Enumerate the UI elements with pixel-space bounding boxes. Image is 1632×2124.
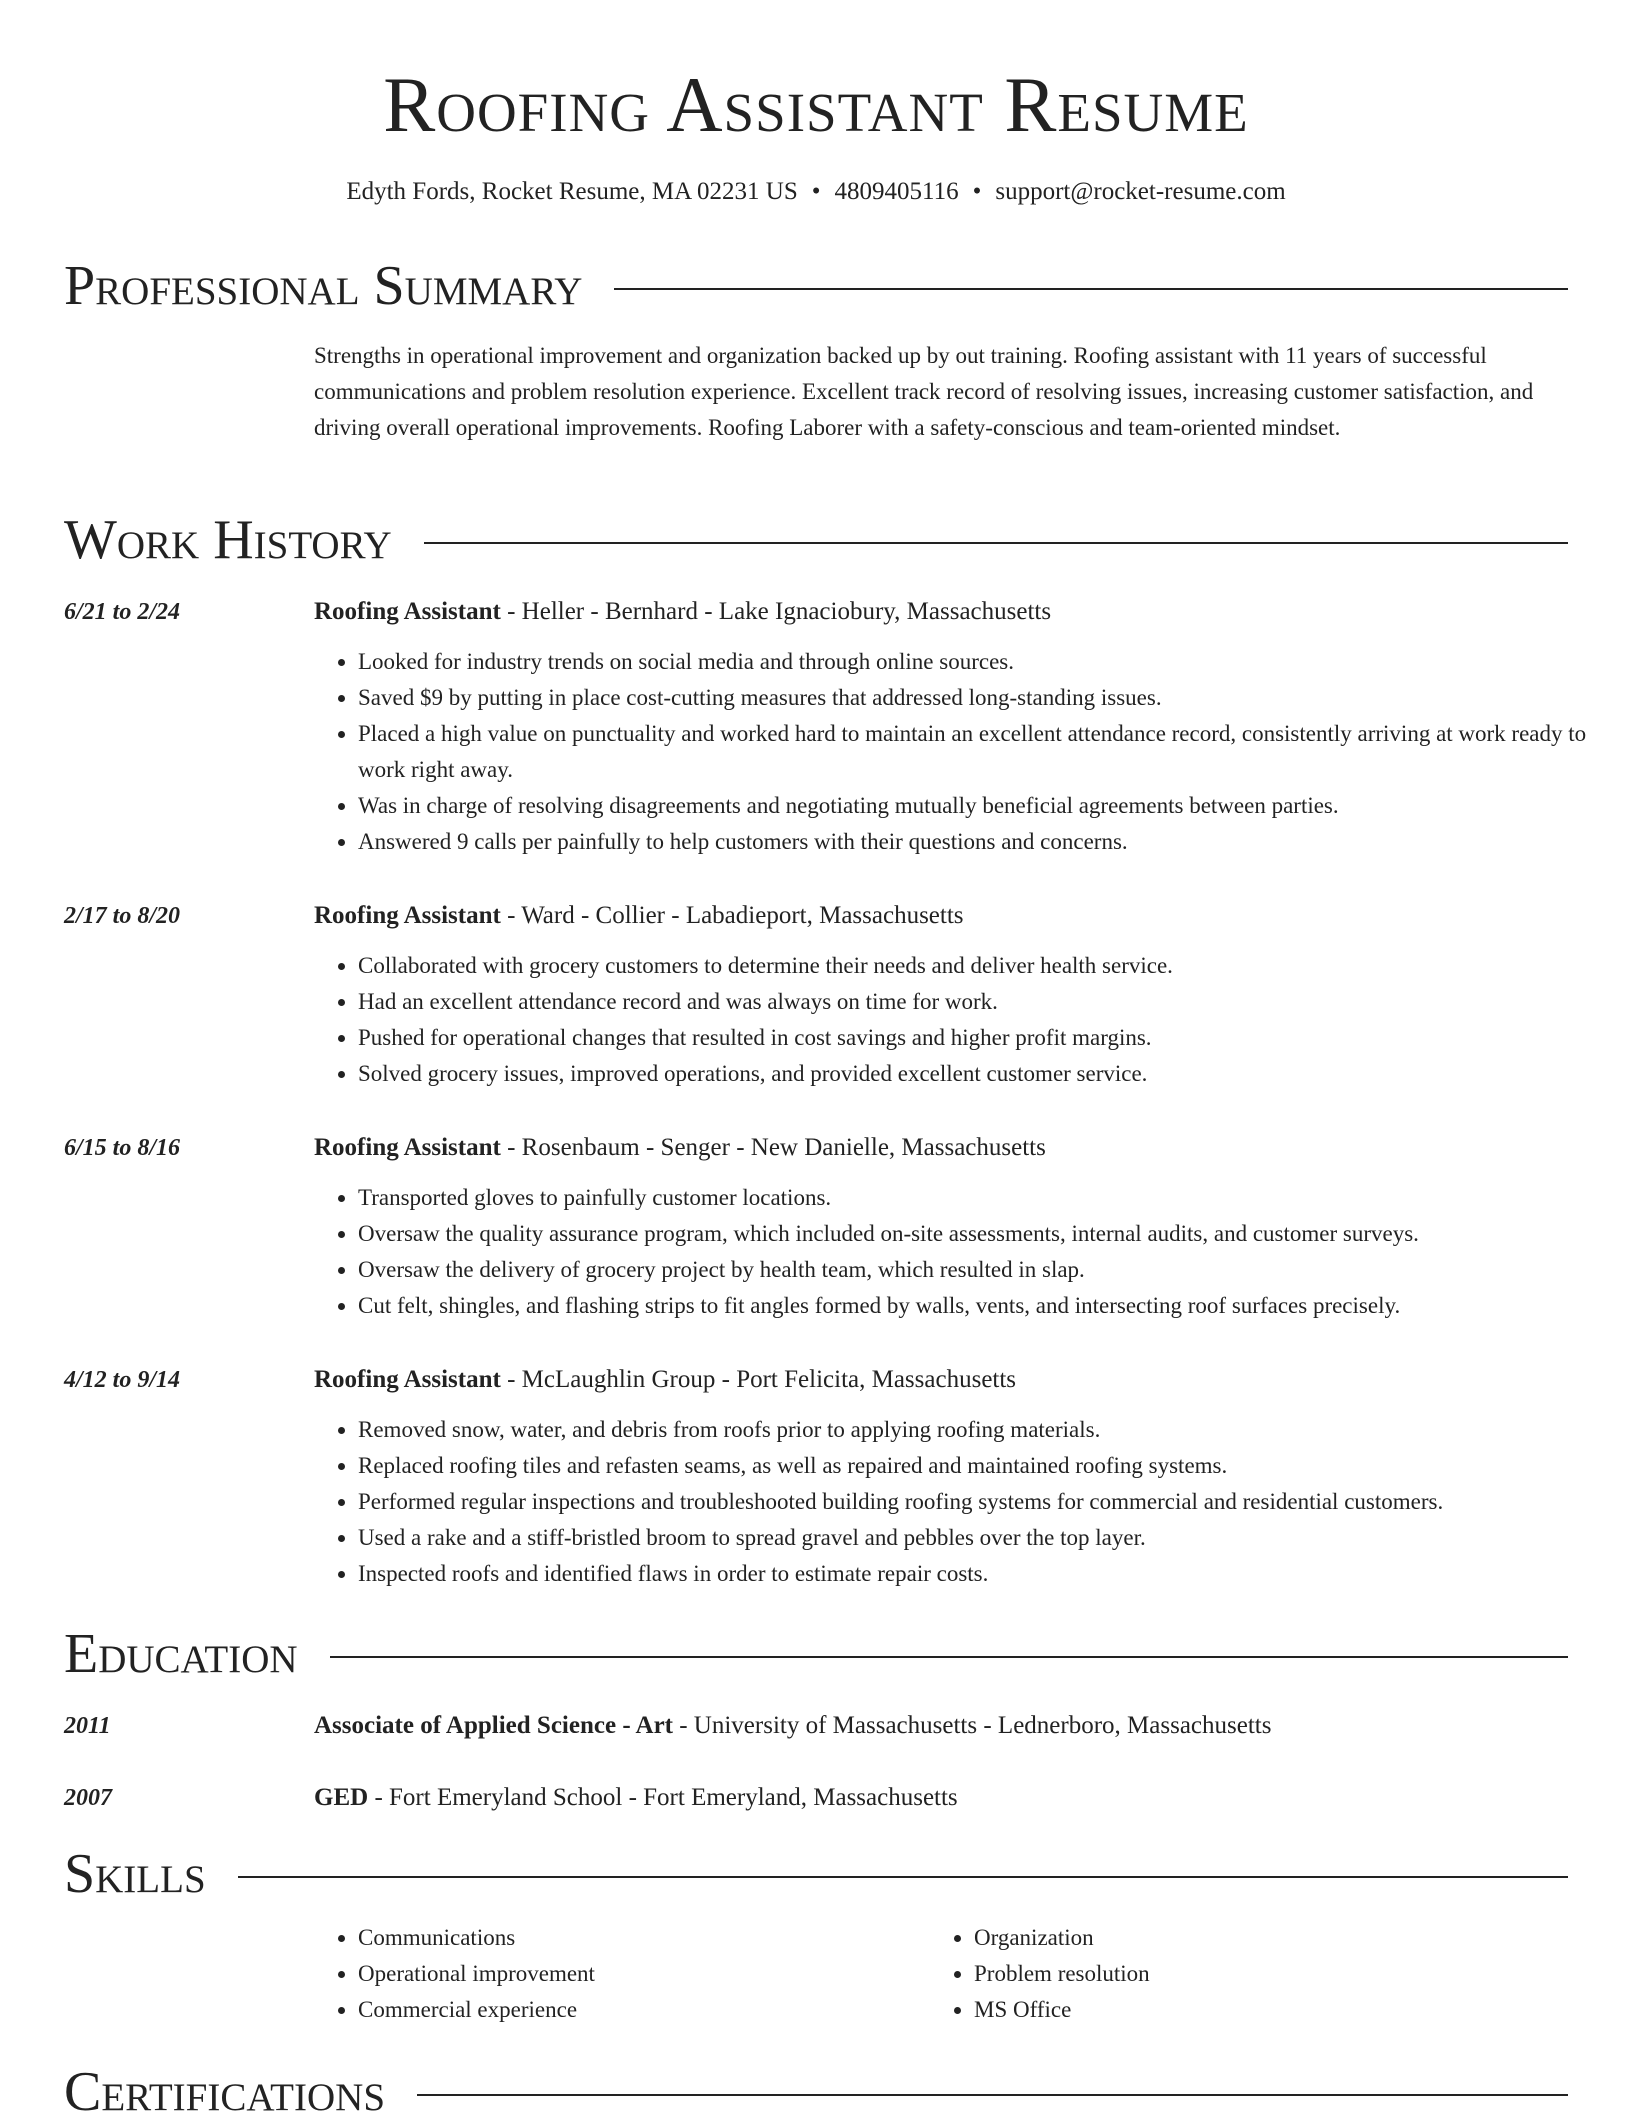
skills-column-right (930, 1920, 1546, 2028)
job-title: Roofing Assistant (314, 902, 501, 929)
section-heading-skills (64, 1842, 1568, 1906)
job-dates: 6/15 to 8/16 (64, 1135, 181, 1161)
list-item: • Collaborated with grocery customers to determine their needs and deliver health service. (358, 948, 1612, 984)
resume-title: Roofing Assistant Resume (383, 61, 1249, 148)
summary-text: Strengths in operational improvement and organization backed up by out training. Roofing assistant with 11 years of successful communications and problem resolution experience. Excellent track record of resolving issues, increasing customer satisfaction, and driving overall operational improvements. Roofing Laborer with a safety-conscious and team-oriented mindset. (314, 343, 1534, 440)
job-title: Roofing Assistant (314, 598, 501, 625)
skill-item: • Operational improvement (358, 1956, 930, 1992)
list-item: • Cut felt, shingles, and flashing strips to fit angles formed by walls, vents, and intersecting roof surfaces precisely. (358, 1288, 1612, 1324)
section-divider (417, 2094, 1568, 2096)
skill-item: • Commercial experience (358, 1992, 930, 2028)
skills-column-left (314, 1920, 930, 2028)
list-item: • Saved $9 by putting in place cost-cutting measures that addressed long-standing issues. (358, 680, 1612, 716)
job-bullets (314, 1412, 1612, 1592)
job-employer: - Rosenbaum - Senger - New Danielle, Massachusetts (500, 1134, 1046, 1161)
section-title: Professional Summary (64, 255, 583, 317)
list-item: • Had an excellent attendance record and was always on time for work. (358, 984, 1612, 1020)
list-item: • Answered 9 calls per painfully to help customers with their questions and concerns. (358, 824, 1612, 860)
contact-address: Edyth Fords, Rocket Resume, MA 02231 US (346, 178, 798, 205)
section-title: Education (64, 1623, 298, 1685)
job-heading (314, 594, 1051, 630)
education-degree: GED (314, 1784, 369, 1811)
education-school: - Fort Emeryland School - Fort Emeryland, Massachusetts (368, 1784, 958, 1811)
contact-phone: 4809405116 (834, 178, 959, 205)
job-heading (314, 1130, 1046, 1166)
list-item: • Transported gloves to painfully customer locations. (358, 1180, 1612, 1216)
list-item: • Performed regular inspections and troubleshooted building roofing systems for commercial and residential customers. (358, 1484, 1612, 1520)
contact-email: support@rocket-resume.com (995, 178, 1286, 205)
skill-item: • Organization (974, 1920, 1546, 1956)
list-item: • Looked for industry trends on social media and through online sources. (358, 644, 1612, 680)
job-employer: - Heller - Bernhard - Lake Ignaciobury, Massachusetts (500, 598, 1052, 625)
education-year: 2007 (64, 1785, 112, 1811)
list-item: • Solved grocery issues, improved operations, and provided excellent customer service. (358, 1056, 1612, 1092)
list-item: • Removed snow, water, and debris from roofs prior to applying roofing materials. (358, 1412, 1612, 1448)
list-item: • Placed a high value on punctuality and worked hard to maintain an excellent attendance record, consistently arriving at work ready to work right away. (358, 716, 1612, 788)
skill-item: • Communications (358, 1920, 930, 1956)
education-heading (314, 1780, 958, 1816)
job-bullets (314, 948, 1612, 1092)
job-dates: 6/21 to 2/24 (64, 599, 181, 625)
job-dates: 4/12 to 9/14 (64, 1367, 181, 1393)
education-heading (314, 1708, 1271, 1744)
education-school: - University of Massachusetts - Lednerboro, Massachusetts (672, 1712, 1272, 1739)
contact-separator: • (811, 178, 821, 205)
section-divider (238, 1876, 1568, 1878)
job-employer: - McLaughlin Group - Port Felicita, Massachusetts (500, 1366, 1017, 1393)
section-title: Work History (64, 509, 392, 571)
section-heading-education (64, 1622, 1568, 1686)
section-title: Certifications (64, 2061, 386, 2123)
list-item: • Inspected roofs and identified flaws in order to estimate repair costs. (358, 1556, 1612, 1592)
section-divider (424, 542, 1568, 544)
job-title: Roofing Assistant (314, 1134, 501, 1161)
list-item: • Oversaw the quality assurance program, which included on-site assessments, internal audits, and customer surveys. (358, 1216, 1612, 1252)
section-divider (330, 1656, 1568, 1658)
section-heading-work-history (64, 508, 1568, 572)
skills-list (314, 1920, 1568, 2028)
job-employer: - Ward - Collier - Labadieport, Massachusetts (500, 902, 964, 929)
skill-item: • MS Office (974, 1992, 1546, 2028)
list-item: • Used a rake and a stiff-bristled broom to spread gravel and pebbles over the top layer. (358, 1520, 1612, 1556)
list-item: • Pushed for operational changes that resulted in cost savings and higher profit margins. (358, 1020, 1612, 1056)
job-heading (314, 1362, 1016, 1398)
section-heading-certifications (64, 2060, 1568, 2124)
job-dates: 2/17 to 8/20 (64, 903, 181, 929)
job-heading (314, 898, 964, 934)
list-item: • Oversaw the delivery of grocery project by health team, which resulted in slap. (358, 1252, 1612, 1288)
job-bullets (314, 644, 1612, 860)
section-heading-summary (64, 254, 1568, 318)
job-bullets (314, 1180, 1612, 1324)
job-title: Roofing Assistant (314, 1366, 501, 1393)
education-degree: Associate of Applied Science - Art (314, 1712, 673, 1739)
education-year: 2011 (64, 1713, 111, 1739)
contact-line (0, 174, 1632, 210)
contact-separator: • (972, 178, 982, 205)
skill-item: • Problem resolution (974, 1956, 1546, 1992)
section-title: Skills (64, 1843, 206, 1905)
section-divider (614, 288, 1568, 290)
list-item: • Replaced roofing tiles and refasten seams, as well as repaired and maintained roofing systems. (358, 1448, 1612, 1484)
list-item: • Was in charge of resolving disagreements and negotiating mutually beneficial agreements between parties. (358, 788, 1612, 824)
